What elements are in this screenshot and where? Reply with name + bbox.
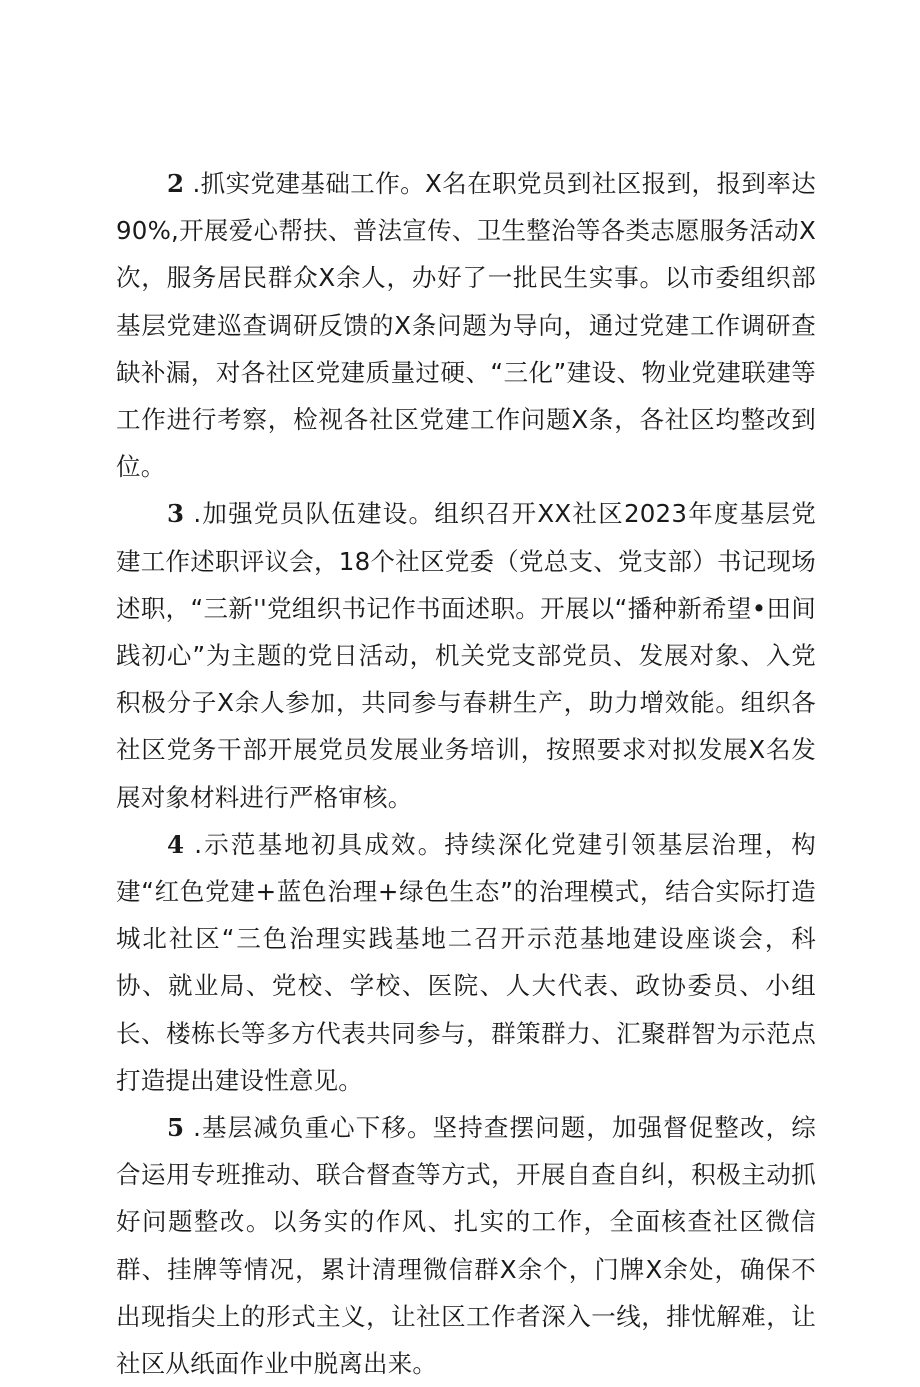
paragraph-text: .加强党员队伍建设。组织召开XX社区2023年度基层党建工作述职评议会，18个社区党委（党总支、党支部）书记现场述职，“三新''党组织书记作书面述职。开展以“播种新希望•田间践初心”为主题的党日活动，机关党支部党员、发展对象、入党积极分子X余人参加，共同参与春耕生产，助力增效能。组织各社区党务干部开展党员发展业务培训，按照要求对拟发展X名发展对象材料进行严格审核。: [116, 499, 816, 812]
paragraph-text: .基层减负重心下移。坚持查摆问题，加强督促整改，综合运用专班推动、联合督查等方式，开展自查自纠，积极主动抓好问题整改。以务实的作风、扎实的工作，全面核查社区微信群、挂牌等情况，累计清理微信群X余个，门牌X余处，确保不出现指尖上的形式主义，让社区工作者深入一线，排忧解难，让社区从纸面作业中脱离出来。: [116, 1113, 816, 1379]
paragraph-4: [116, 821, 816, 1104]
paragraph-number: 4: [167, 829, 185, 859]
paragraph-number: 2: [167, 169, 185, 198]
paragraph-2: [116, 160, 816, 490]
document-body: [116, 160, 816, 1387]
paragraph-text: .示范基地初具成效。持续深化党建引领基层治理，构建“红色党建+蓝色治理+绿色生态”的治理模式，结合实际打造城北社区“三色治理实践基地二召开示范基地建设座谈会，科协、就业局、党校、学校、医院、人大代表、政协委员、小组长、楼栋长等多方代表共同参与，群策群力、汇聚群智为示范点打造提出建设性意见。: [116, 829, 816, 1095]
paragraph-text: .抓实党建基础工作。X名在职党员到社区报到，报到率达90%,开展爱心帮扶、普法宣传、卫生整治等各类志愿服务活动X次，服务居民群众X余人，办好了一批民生实事。以市委组织部基层党建巡查调研反馈的X条问题为导向，通过党建工作调研查缺补漏，对各社区党建质量过硬、“三化”建设、物业党建联建等工作进行考察，检视各社区党建工作问题X条，各社区均整改到位。: [116, 169, 816, 482]
paragraph-number: 3: [167, 499, 185, 529]
paragraph-5: [116, 1104, 816, 1387]
paragraph-number: 5: [167, 1113, 185, 1143]
paragraph-3: [116, 490, 816, 820]
